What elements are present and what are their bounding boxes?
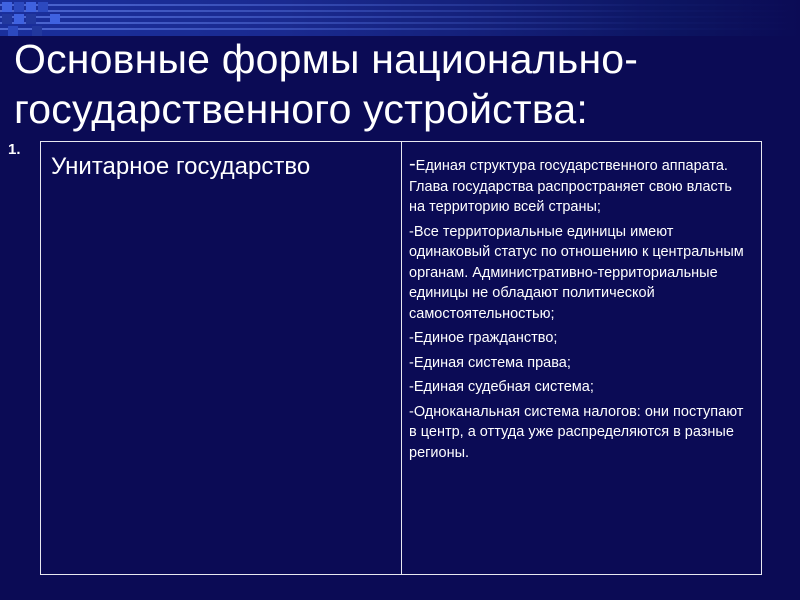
dash-marker: -: [409, 330, 414, 346]
band-stripe: [0, 16, 800, 18]
slide-title: [14, 34, 784, 134]
dash-marker: -: [409, 354, 414, 371]
band-stripe: [0, 4, 800, 6]
column-divider: [401, 142, 402, 574]
decorative-squares: [0, 0, 64, 36]
list-item-text: Единая структура государственного аппарата. Глава государства распространяет свою власть на территорию всей страны;: [409, 158, 732, 215]
square-decoration: [38, 2, 48, 12]
dash-marker: -: [409, 153, 416, 175]
list-item: [409, 377, 749, 398]
list-item-text: Единая судебная система;: [413, 379, 594, 395]
square-decoration: [14, 2, 24, 12]
list-item: [409, 402, 749, 464]
list-item: [409, 222, 749, 325]
square-decoration: [26, 2, 36, 12]
state-type-cell: Унитарное государство: [51, 153, 311, 180]
square-decoration: [14, 14, 24, 24]
list-item-text: Все территориальные единицы имеют одинаковый статус по отношению к центральным органам. Административно-территориальные единицы не обладают политической самостоятельностью;: [409, 223, 744, 322]
characteristics-cell: [409, 153, 749, 467]
square-decoration: [2, 2, 12, 12]
band-stripe: [0, 22, 800, 24]
square-decoration: [26, 14, 36, 24]
list-item-text: Одноканальная система налогов: они поступают в центр, а оттуда уже распределяются в разные регионы.: [409, 403, 744, 461]
title-line-2: государственного устройства:: [14, 86, 588, 132]
header-band: [0, 0, 800, 36]
list-item-text: Единое гражданство;: [413, 330, 558, 346]
list-item: [409, 153, 749, 218]
dash-marker: -: [409, 379, 414, 395]
list-item: [409, 353, 749, 374]
dash-marker: -: [409, 223, 414, 240]
content-table: [40, 141, 762, 575]
list-item: [409, 328, 749, 349]
square-decoration: [50, 14, 60, 24]
title-line-1: Основные формы национально-: [14, 36, 639, 82]
list-item-text: Единая система права;: [413, 354, 571, 371]
band-stripe: [0, 28, 800, 30]
item-number: 1.: [8, 141, 21, 158]
band-stripe: [0, 10, 800, 12]
square-decoration: [2, 14, 12, 24]
dash-marker: -: [409, 403, 414, 420]
